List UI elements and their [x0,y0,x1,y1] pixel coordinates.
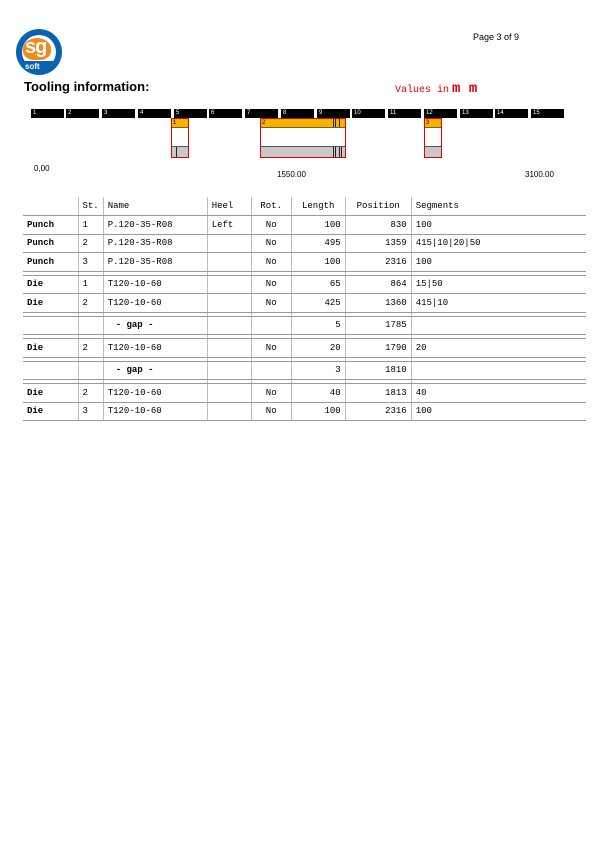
cell-segments: 15|50 [411,275,586,294]
slot-label: 13 [462,110,469,116]
station-slot [102,109,135,118]
cell-position: 1785 [345,316,411,335]
cell-position: 1790 [345,339,411,358]
cell-type: Die [23,294,78,313]
cell-name: - gap - [103,316,207,335]
table-row [23,339,586,358]
segment-divider [339,119,340,127]
cell-rotation: No [251,339,291,358]
slot-label: 3 [426,120,430,126]
cell-segments: 100 [411,253,586,272]
station-slot [209,109,242,118]
cell-segments: 415|10 [411,294,586,313]
cell-length: 100 [291,216,345,235]
cell-rotation: No [251,234,291,253]
cell-heel [207,234,251,253]
cell-length: 20 [291,339,345,358]
cell-station: 3 [78,253,103,272]
cell-segments: 100 [411,402,586,421]
cell-length: 40 [291,384,345,403]
cell-segments: 20 [411,339,586,358]
cell-length: 5 [291,316,345,335]
col-rotation: Rot. [251,197,291,216]
slot-label: 10 [354,110,361,116]
slot-label: 9 [319,110,323,116]
punch-segment [425,119,441,128]
station-slot [388,109,421,118]
units-note [395,81,477,97]
cell-length: 425 [291,294,345,313]
slot-label: 7 [247,110,251,116]
cell-segments: 415|10|20|50 [411,234,586,253]
sg-soft-logo [16,29,62,75]
slot-label: 12 [426,110,433,116]
die-segment [425,146,441,157]
tooling-table [23,197,586,421]
cell-heel [207,361,251,380]
col-length: Length [291,197,345,216]
table-row [23,402,586,421]
axis-middle-label: 1550.00 [277,170,306,179]
cell-rotation [251,361,291,380]
cell-station: 2 [78,294,103,313]
cell-type: Die [23,339,78,358]
station-slot [317,109,350,118]
cell-position: 1360 [345,294,411,313]
slot-label: 6 [211,110,215,116]
station-slot [66,109,99,118]
cell-station: 2 [78,339,103,358]
segment-divider [176,147,177,157]
cell-name: T120-10-60 [103,275,207,294]
table-row [23,253,586,272]
table-row [23,234,586,253]
tool-block-1 [171,118,189,158]
cell-heel [207,294,251,313]
page-number: Page 3 of 9 [473,32,520,42]
tool-block-2 [260,118,346,158]
units-value: m m [452,81,478,97]
segment-divider [341,147,342,157]
station-slot [352,109,385,118]
cell-name: P.120-35-R08 [103,216,207,235]
segment-divider [335,119,336,127]
cell-station: 1 [78,275,103,294]
slot-label: 2 [68,110,72,116]
cell-type: Punch [23,234,78,253]
cell-name: P.120-35-R08 [103,253,207,272]
page-title: Tooling information: [24,79,150,94]
cell-position: 1810 [345,361,411,380]
col-segments: Segments [411,197,586,216]
cell-rotation [251,316,291,335]
cell-position: 1359 [345,234,411,253]
cell-heel [207,384,251,403]
cell-type: Punch [23,216,78,235]
cell-station: 3 [78,402,103,421]
cell-position: 864 [345,275,411,294]
slot-label: 4 [140,110,144,116]
cell-heel [207,253,251,272]
table-row [23,216,586,235]
punch-segment [261,119,345,128]
cell-length: 495 [291,234,345,253]
cell-heel [207,275,251,294]
table-row [23,294,586,313]
die-segment [261,146,345,157]
cell-length: 100 [291,253,345,272]
punch-segment [172,119,188,128]
table-row [23,275,586,294]
axis-end-label: 3100.00 [525,170,554,179]
station-slot [174,109,207,118]
slot-label: 8 [283,110,287,116]
cell-heel [207,339,251,358]
cell-rotation: No [251,275,291,294]
units-prefix: Values in [395,85,450,96]
slot-label: 3 [104,110,108,116]
slot-label: 5 [176,110,180,116]
col-type [23,197,78,216]
cell-station: 2 [78,384,103,403]
cell-position: 2316 [345,402,411,421]
cell-heel [207,402,251,421]
cell-station [78,361,103,380]
station-slot [281,109,314,118]
station-slot [495,109,528,118]
table-header-row [23,197,586,216]
gap-row [23,316,586,335]
station-slot [424,109,457,118]
table-row [23,384,586,403]
cell-name: T120-10-60 [103,402,207,421]
cell-name: T120-10-60 [103,384,207,403]
cell-rotation: No [251,402,291,421]
slot-label: 1 [33,110,37,116]
station-slot [245,109,278,118]
cell-type [23,316,78,335]
cell-position: 1813 [345,384,411,403]
cell-length: 100 [291,402,345,421]
station-slot [531,109,564,118]
cell-name: T120-10-60 [103,339,207,358]
station-slot [138,109,171,118]
cell-segments: 100 [411,216,586,235]
col-station: St. [78,197,103,216]
die-segment [172,146,188,157]
cell-position: 830 [345,216,411,235]
cell-rotation: No [251,294,291,313]
tool-block-3 [424,118,442,158]
cell-name: - gap - [103,361,207,380]
station-slot [31,109,64,118]
cell-rotation: No [251,384,291,403]
slot-label: 1 [173,120,177,126]
slot-label: 11 [390,110,397,116]
col-position: Position [345,197,411,216]
cell-name: P.120-35-R08 [103,234,207,253]
cell-heel [207,316,251,335]
cell-rotation: No [251,253,291,272]
segment-divider [333,119,334,127]
cell-type: Die [23,402,78,421]
cell-name: T120-10-60 [103,294,207,313]
cell-length: 65 [291,275,345,294]
cell-type [23,361,78,380]
cell-heel: Left [207,216,251,235]
col-heel: Heel [207,197,251,216]
col-name: Name [103,197,207,216]
cell-segments [411,361,586,380]
cell-segments [411,316,586,335]
cell-length: 3 [291,361,345,380]
logo-subtext: soft [25,62,40,71]
axis-start-label: 0,00 [34,164,50,173]
station-slot [460,109,493,118]
cell-type: Die [23,275,78,294]
cell-station: 2 [78,234,103,253]
segment-divider [333,147,334,157]
slot-label: 2 [262,120,266,126]
cell-position: 2316 [345,253,411,272]
segment-divider [339,147,340,157]
cell-rotation: No [251,216,291,235]
cell-station [78,316,103,335]
cell-segments: 40 [411,384,586,403]
segment-divider [335,147,336,157]
cell-type: Die [23,384,78,403]
cell-station: 1 [78,216,103,235]
gap-row [23,361,586,380]
slot-label: 15 [533,110,540,116]
cell-type: Punch [23,253,78,272]
slot-label: 14 [497,110,504,116]
logo-text: sg [25,36,47,58]
